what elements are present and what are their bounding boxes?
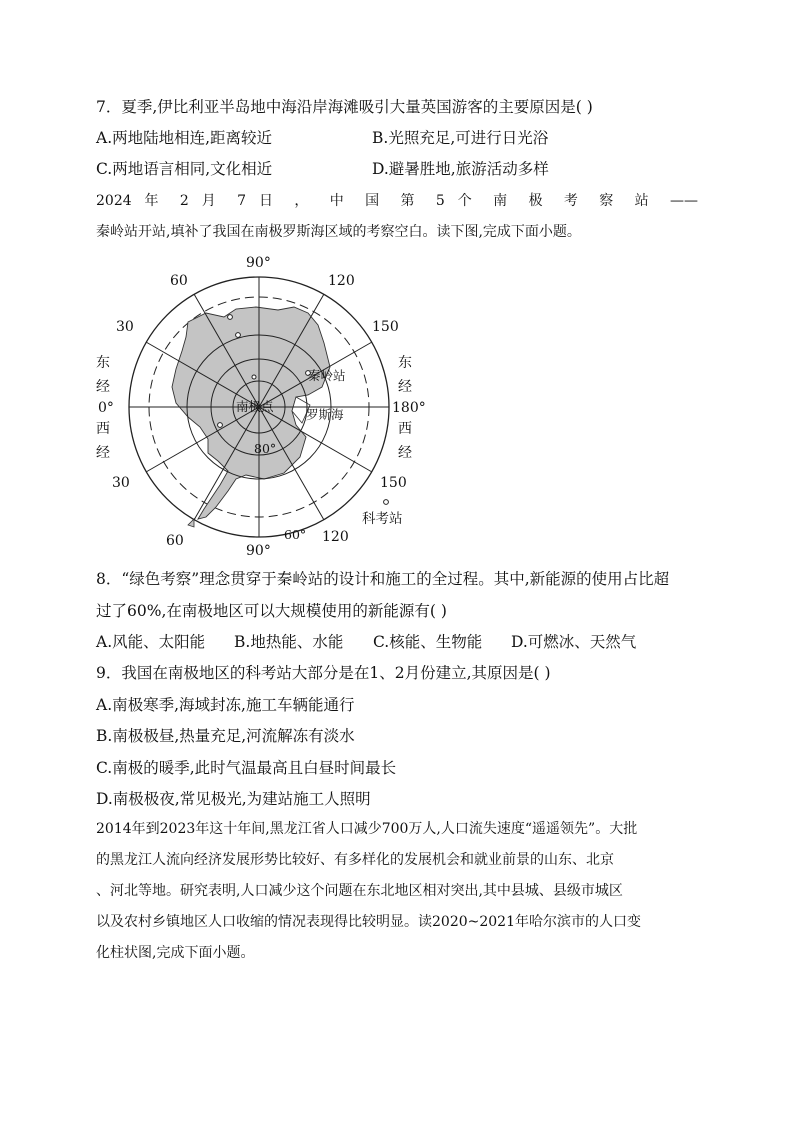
lon-30-left-bottom-label: 30 (112, 475, 130, 491)
q9-option-d: D.南极极夜,常见极光,为建站施工人照明 (96, 790, 371, 808)
q9-option-c: C.南极的暖季,此时气温最高且白昼时间最长 (96, 759, 397, 777)
ross-sea-label: 罗斯海 (306, 407, 344, 422)
q8-option-b: B.地热能、水能 (234, 633, 344, 651)
q9-stem: 9．我国在南极地区的科考站大部分是在1、2月份建立,其原因是( ) (96, 664, 551, 682)
lat-80-label: 80° (254, 441, 277, 456)
q8-option-c: C.核能、生物能 (373, 633, 483, 651)
lon-0-label: 0° (98, 400, 114, 416)
antarctic-map (96, 247, 426, 557)
passage1-line2: 秦岭站开站,填补了我国在南极罗斯海区域的考察空白。读下图,完成下面小题。 (96, 224, 581, 240)
passage2-line1: 2014年到2023年这十年间,黑龙江省人口减少700万人,人口流失速度“遥遥领先”。大批 (96, 821, 638, 837)
west-left-1: 西 (96, 421, 110, 437)
lon-60-left-top-label: 60 (170, 273, 188, 289)
q7-stem: 7．夏季,伊比利亚半岛地中海沿岸海滩吸引大量英国游客的主要原因是( ) (96, 98, 593, 116)
qinling-station-label: 秦岭站 (308, 368, 346, 383)
lon-90-bottom-label: 90° (246, 543, 271, 557)
passage2-line3: 、河北等地。研究表明,人口减少这个问题在东北地区相对突出,其中县城、县级市城区 (96, 883, 623, 899)
q7-option-c: C.两地语言相同,文化相近 (96, 160, 273, 178)
q7-option-d: D.避暑胜地,旅游活动多样 (372, 160, 549, 178)
q7-option-a: A.两地陆地相连,距离较近 (96, 129, 273, 147)
east-right-2: 经 (398, 379, 412, 395)
lon-120-right-bottom-label: 120 (322, 529, 349, 545)
lon-150-right-bottom-label: 150 (380, 475, 407, 491)
q8-option-a: A.风能、太阳能 (96, 633, 206, 651)
q9-option-a: A.南极寒季,海域封冻,施工车辆能通行 (96, 696, 355, 714)
lon-120-right-top-label: 120 (328, 273, 355, 289)
east-left-1: 东 (96, 355, 110, 371)
lon-30-left-top-label: 30 (116, 319, 134, 335)
west-left-2: 经 (96, 445, 110, 461)
q8-option-d: D.可燃冰、天然气 (511, 633, 637, 651)
lat-60-label: 60° (284, 527, 307, 542)
q8-stem-line1: 8．“绿色考察”理念贯穿于秦岭站的设计和施工的全过程。其中,新能源的使用占比超 (96, 570, 670, 588)
q9-option-b: B.南极极昼,热量充足,河流解冻有淡水 (96, 727, 355, 745)
west-right-1: 西 (398, 421, 412, 437)
lon-90-top-label: 90° (246, 255, 271, 271)
south-pole-label: 南极点 (236, 399, 274, 414)
lon-150-right-top-label: 150 (372, 319, 399, 335)
east-right-1: 东 (398, 355, 412, 371)
passage2-line4: 以及农村乡镇地区人口收缩的情况表现得比较明显。读2020~2021年哈尔滨市的人口变 (96, 914, 641, 930)
west-right-2: 经 (398, 445, 412, 461)
station-legend-label: 科考站 (362, 511, 403, 527)
east-left-2: 经 (96, 379, 110, 395)
lon-180-label: 180° (392, 400, 426, 416)
antarctic-map-svg (96, 247, 426, 557)
station-marker-inland (252, 375, 256, 379)
q8-stem-line2: 过了60%,在南极地区可以大规模使用的新能源有( ) (96, 602, 447, 620)
passage1-line1: 2024 年 2 月 7 日 ， 中 国 第 5 个 南 极 考 察 站 —— (96, 193, 698, 209)
passage2-line2: 的黑龙江人流向经济发展形势比较好、有多样化的发展机会和就业前景的山东、北京 (96, 852, 614, 868)
q7-option-b: B.光照充足,可进行日光浴 (372, 129, 549, 147)
lon-60-left-bottom-label: 60 (166, 533, 184, 549)
passage2-line5: 化柱状图,完成下面小题。 (96, 945, 255, 961)
peninsula-island (188, 519, 194, 527)
